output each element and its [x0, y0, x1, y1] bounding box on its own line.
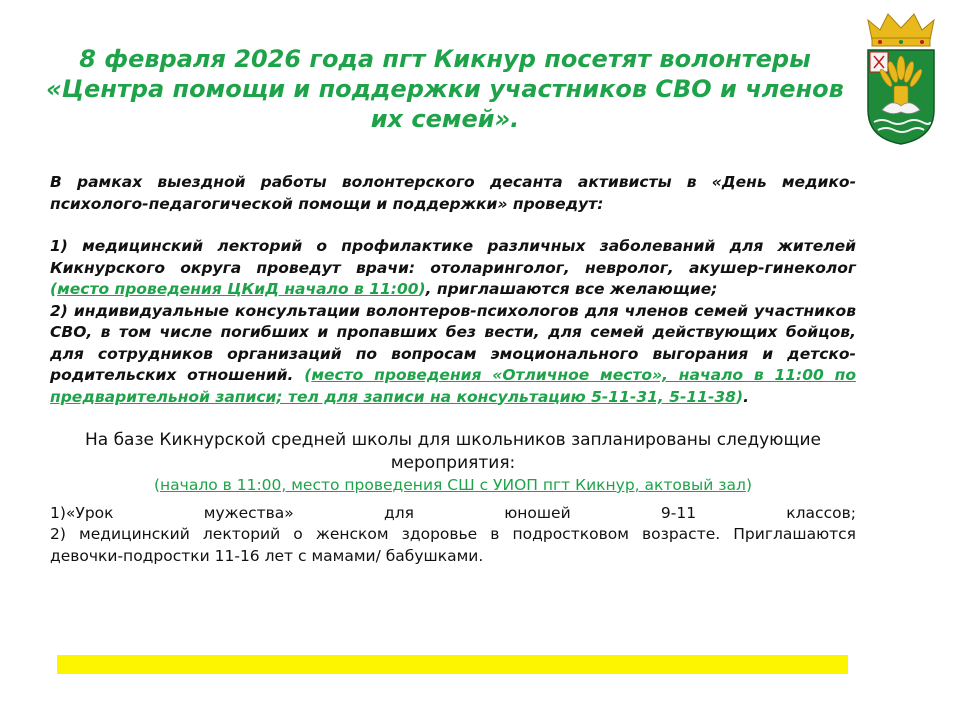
item-2-tail: .: [743, 387, 749, 406]
school-item-1: [50, 503, 856, 525]
item-1-text: 1) медицинский лекторий о профилактике различных заболеваний для жителей Кикнурского округа проведут врачи: отоларинголог, невролог, акушер-гинеколог: [50, 237, 856, 277]
school-item-1-word: юношей: [504, 503, 571, 522]
coat-of-arms-icon: [864, 10, 938, 146]
item-2-text: 2) индивидуальные консультации волонтеров-психологов для членов семей участников СВО, в том числе погибших и пропавших без вести, для семей действующих бойцов, для сотрудников организаций по вопросам эмоционального выгорания и детско-родительских отношений.: [50, 301, 856, 384]
school-item-1-word: классов;: [786, 503, 856, 522]
page-title: 8 февраля 2026 года пгт Кикнур посетят волонтеры «Центра помощи и поддержки участников СВО и членов их семей».: [46, 45, 844, 133]
school-item-1-word: 1)«Урок: [50, 503, 114, 522]
item-1-location-link[interactable]: место проведения ЦКиД начало в 11:00: [57, 280, 419, 298]
school-location-link[interactable]: начало в 11:00, место проведения СШ с УИОП пгт Кикнур, актовый зал: [160, 476, 746, 494]
school-info: (начало в 11:00, место проведения СШ с УИОП пгт Кикнур, актовый зал): [153, 476, 752, 494]
item-2-location-link[interactable]: место проведения «Отличное место», начало в 11:00 по предварительной записи; тел для записи на консультацию 5-11-31, 5-11-38: [50, 366, 856, 406]
document-body: [50, 172, 856, 567]
item-2: 2) индивидуальные консультации волонтеров-психологов для членов семей участников СВО, в том числе погибших и пропавших без вести, для семей действующих бойцов, для сотрудников организаций по вопросам эмоционального выгорания и детско-родительских отношений. (место проведения «Отличное место», начало в 11:00 по предварительной записи; тел для записи на консультацию 5-11-31, 5-11-38).: [50, 301, 856, 406]
highlight-bar: [57, 655, 848, 674]
school-item-1-word: мужества»: [203, 503, 294, 522]
school-item-2: 2) медицинский лекторий о женском здоровье в подростковом возрасте. Приглашаются девочки-подростки 11-16 лет с мамами/ бабушками.: [50, 525, 856, 565]
school-item-1-word: для: [384, 503, 414, 522]
school-heading: На базе Кикнурской средней школы для школьников запланированы следующие мероприятия:: [84, 430, 822, 473]
item-1-tail: , приглашаются все желающие;: [425, 280, 718, 298]
school-item-1-word: 9-11: [660, 503, 697, 522]
item-1: 1) медицинский лекторий о профилактике различных заболеваний для жителей Кикнурского округа проведут врачи: отоларинголог, невролог, акушер-гинеколог (место проведения ЦКиД начало в 11:00), приглашаются все желающие;: [50, 237, 856, 298]
intro-paragraph: В рамках выездной работы волонтерского десанта активисты в «День медико-психолого-педагогической помощи и поддержки» проведут:: [50, 173, 856, 213]
